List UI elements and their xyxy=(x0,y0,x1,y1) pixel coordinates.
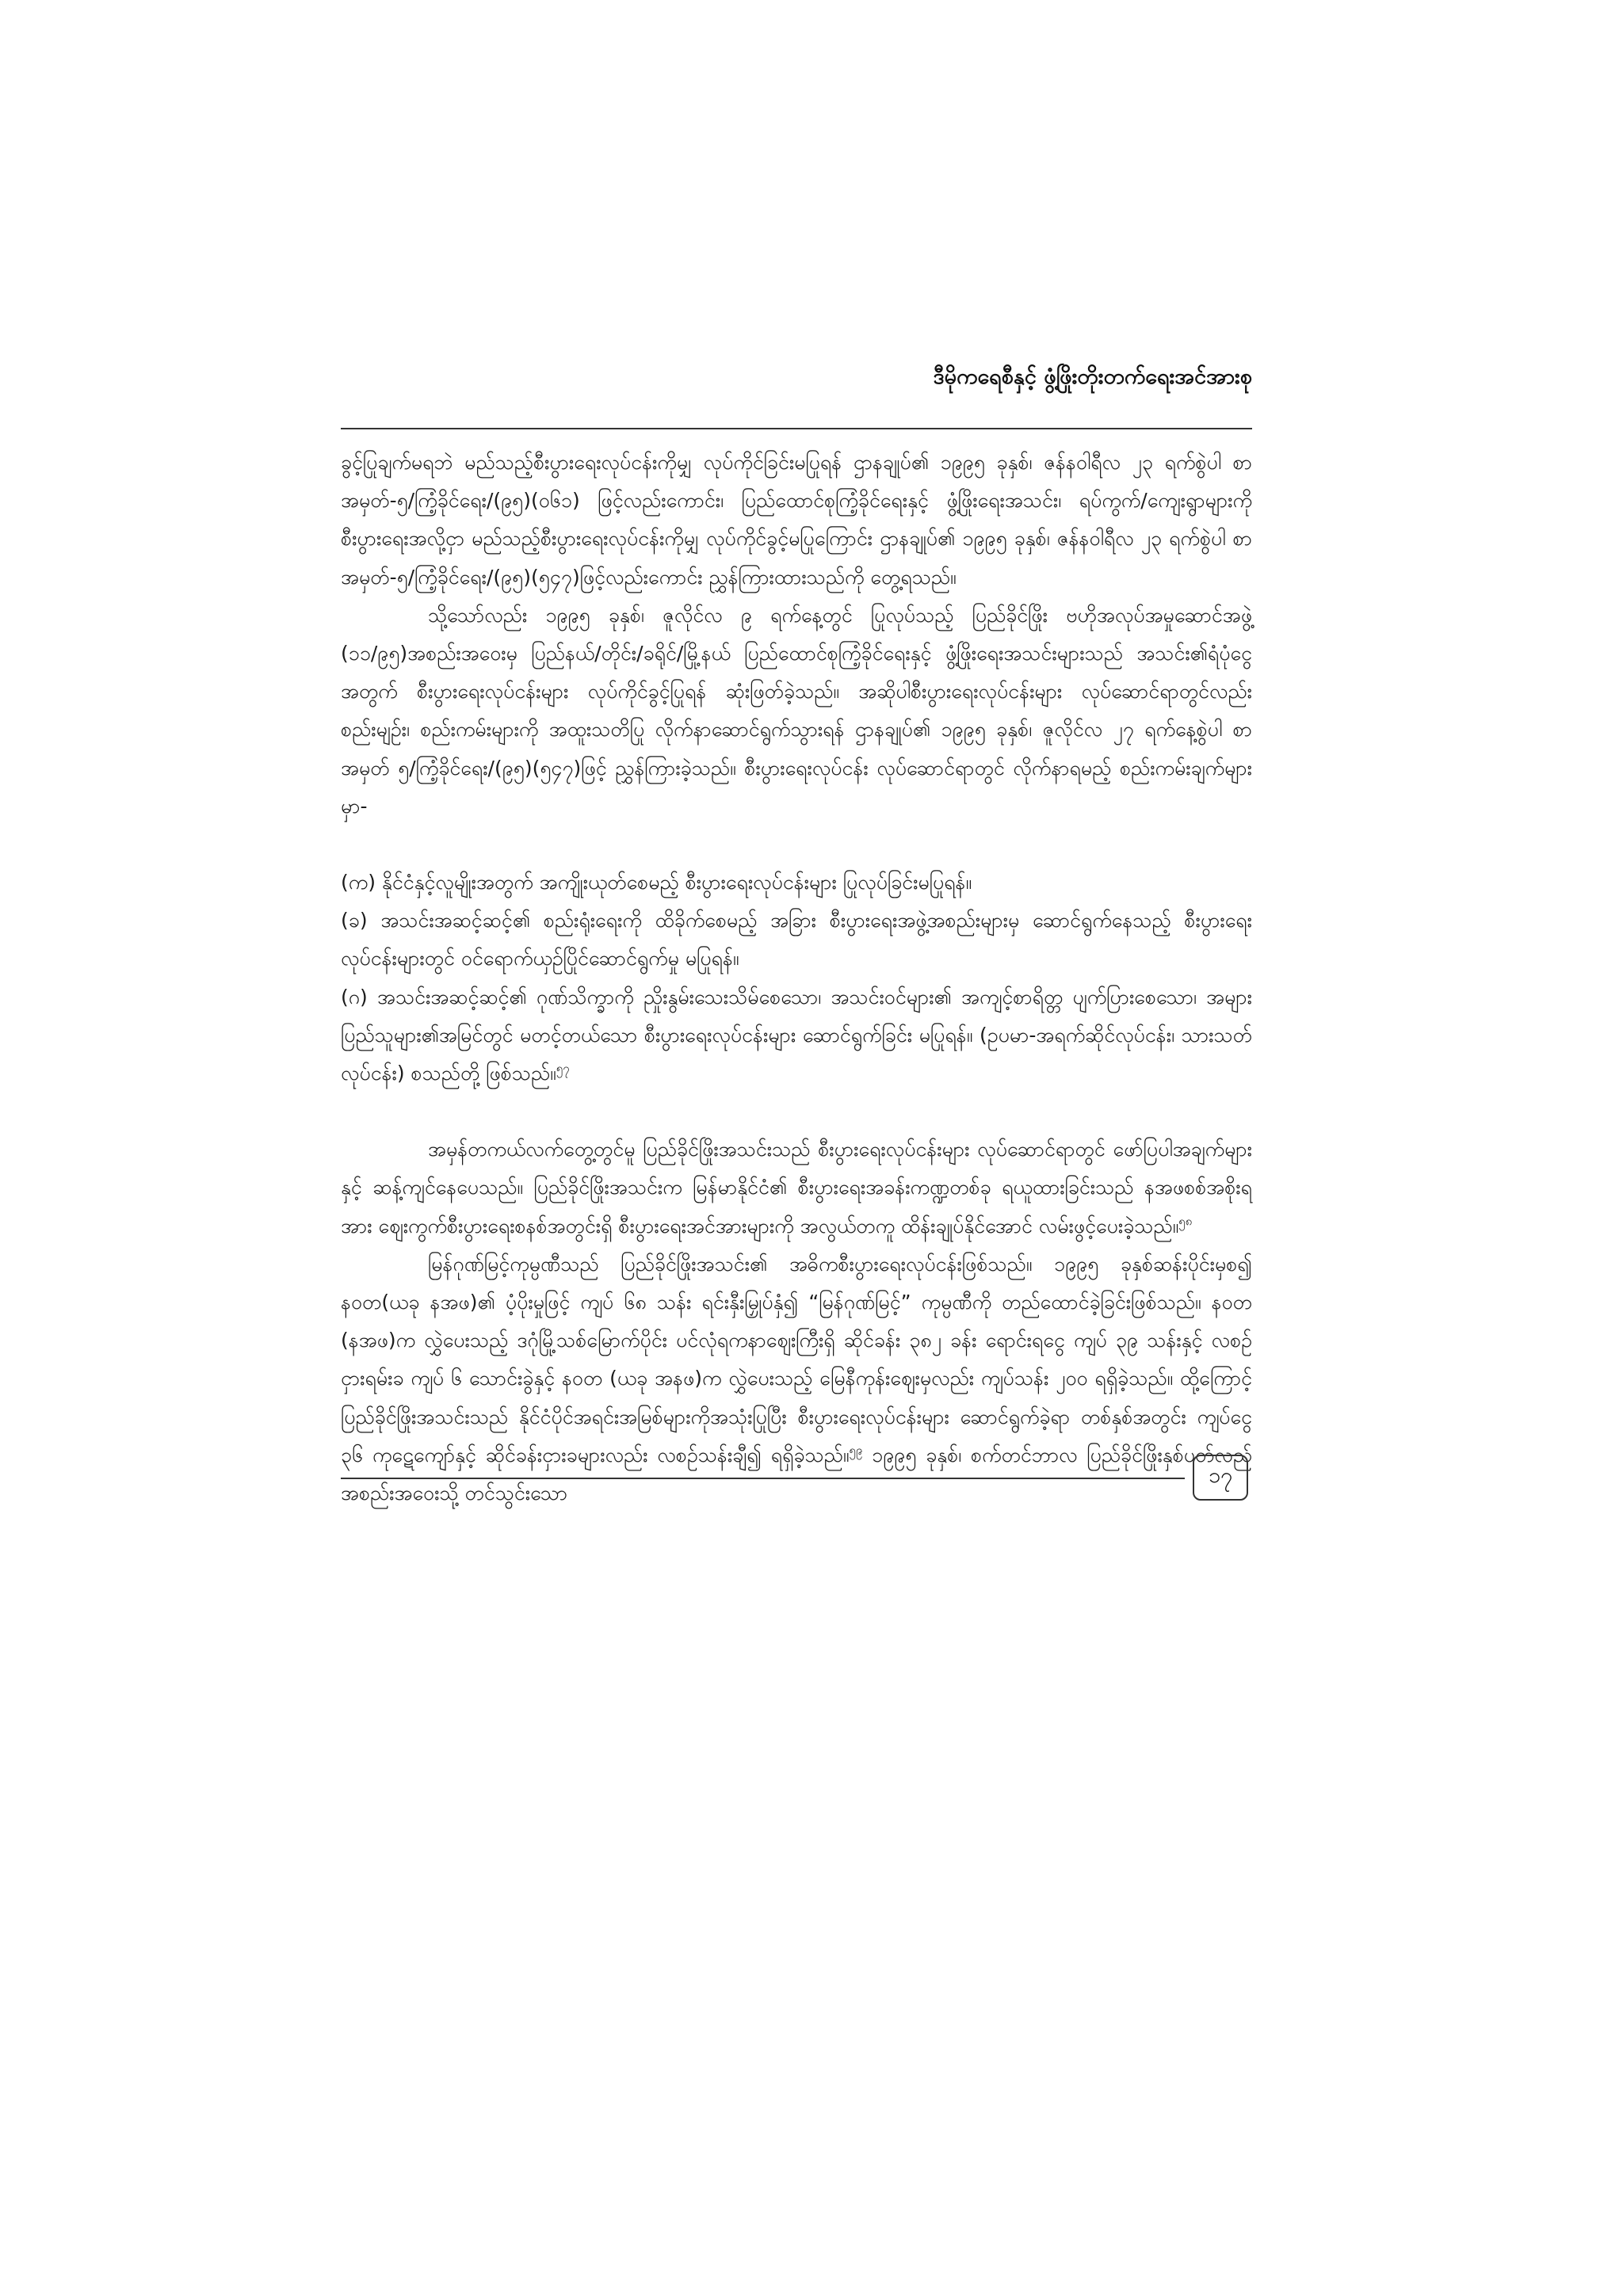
list-item: (က) နိုင်ငံနှင့်လူမျိုးအတွက် အကျိုးယုတ်စေမည့် စီးပွားရေးလုပ်ငန်းများ ပြုလုပ်ခြင်းမပြုရန်။ xyxy=(341,871,972,894)
paragraph: ခွင့်ပြုချက်မရဘဲ မည်သည့်စီးပွားရေးလုပ်ငန်းကိုမျှ လုပ်ကိုင်ခြင်းမပြုရန် ဌာနချုပ်၏ ၁၉၉၅ ခုနှစ်၊ ဇန်နဝါရီလ ၂၃ ရက်စွဲပါ စာအမှတ်-၅/ကြံ့ခိုင်ရေး/(၉၅)(၀၆၁) ဖြင့်လည်းကောင်း၊ ပြည်ထောင်စုကြံ့ခိုင်ရေးနှင့် ဖွံ့ဖြိုးရေးအသင်း၊ ရပ်ကွက်/ကျေးရွာများကို စီးပွားရေးအလို့ငှာ မည်သည့်စီးပွားရေးလုပ်ငန်းကိုမျှ လုပ်ကိုင်ခွင့်မပြုကြောင်း ဌာနချုပ်၏ ၁၉၉၅ ခုနှစ်၊ ဇန်နဝါရီလ ၂၃ ရက်စွဲပါ စာအမှတ်-၅/ကြံ့ခိုင်ရေး/(၉၅)(၅၄၇)ဖြင့်လည်းကောင်း ညွှန်ကြားထားသည်ကို တွေ့ရသည်။ xyxy=(341,451,1252,589)
list-item: (ခ) အသင်းအဆင့်ဆင့်၏ စည်းရုံးရေးကို ထိခိုက်စေမည့် အခြား စီးပွားရေးအဖွဲ့အစည်းများမှ ဆောင်ရွက်နေသည့် စီးပွားရေးလုပ်ငန်းများတွင် ဝင်ရောက်ယှဉ်ပြိုင်ဆောင်ရွက်မှု မပြုရန်။ xyxy=(341,909,1252,971)
body-text xyxy=(341,444,1252,1512)
paragraph-text: အမှန်တကယ်လက်တွေ့တွင်မူ ပြည်ခိုင်ဖြိုးအသင်းသည် စီးပွားရေးလုပ်ငန်းများ လုပ်ဆောင်ရာတွင် ဖော်ပြပါအချက်များနှင့် ဆန့်ကျင်နေပေသည်။ ပြည်ခိုင်ဖြိုးအသင်းက မြန်မာနိုင်ငံ၏ စီးပွားရေးအခန်းကဏ္ဍတစ်ခု ရယူထားခြင်းသည် နအဖစစ်အစိုးရအား ဈေးကွက်စီးပွားရေးစနစ်အတွင်းရှိ စီးပွားရေးအင်အားများကို အလွယ်တကူ ထိန်းချုပ်နိုင်အောင် လမ်းဖွင့်ပေးခဲ့သည်။ xyxy=(341,1138,1252,1238)
paragraph xyxy=(341,1245,1252,1512)
page-number: ၁၇ xyxy=(1193,1455,1248,1501)
paragraph-text: မြန်ဂုဏ်မြင့်ကုမ္ပဏီသည် ပြည်ခိုင်ဖြိုးအသင်း၏ အဓိကစီးပွားရေးလုပ်ငန်းဖြစ်သည်။ ၁၉၉၅ ခုနှစ်ဆန်းပိုင်းမှစ၍ နဝတ(ယခု နအဖ)၏ ပံ့ပိုးမှုဖြင့် ကျပ် ၆၈ သန်း ရင်းနှီးမြှုပ်နှံ၍ “မြန်ဂုဏ်မြင့်” ကုမ္ပဏီကို တည်ထောင်ခဲ့ခြင်းဖြစ်သည်။ နဝတ (နအဖ)က လွှဲပေးသည့် ဒဂုံမြို့သစ်မြောက်ပိုင်း ပင်လုံရကနာဈေးကြီးရှိ ဆိုင်ခန်း ၃၈၂ ခန်း ရောင်းရငွေ ကျပ် ၃၉ သန်းနှင့် လစဉ်ငှားရမ်းခ ကျပ် ၆ သောင်းခွဲနှင့် နဝတ (ယခု အနဖ)က လွှဲပေးသည့် မြေနီကုန်းဈေးမှလည်း ကျပ်သန်း ၂၀၀ ရရှိခဲ့သည်။ ထို့ကြောင့် ပြည်ခိုင်ဖြိုးအသင်းသည် နိုင်ငံပိုင်အရင်းအမြစ်များကိုအသုံးပြုပြီး စီးပွားရေးလုပ်ငန်းများ ဆောင်ရွက်ခဲ့ရာ တစ်နှစ်အတွင်း ကျပ်ငွေ ၃၆ ကုဋေကျော်နှင့် ဆိုင်ခန်းငှားခများလည်း လစဉ်သန်းချီ၍ ရရှိခဲ့သည်။ xyxy=(341,1252,1252,1466)
header-rule xyxy=(341,428,1252,429)
list-item-text: (ဂ) အသင်းအဆင့်ဆင့်၏ ဂုဏ်သိက္ခာကို ညှိုးနွမ်းသေးသိမ်စေသော၊ အသင်းဝင်များ၏ အကျင့်စာရိတ္တ ပျက်ပြားစေသော၊ အများပြည်သူများ၏အမြင်တွင် မတင့်တယ်သော စီးပွားရေးလုပ်ငန်းများ ဆောင်ရွက်ခြင်း မပြုရန်။ (ဥပမာ-အရက်ဆိုင်လုပ်ငန်း၊ သားသတ်လုပ်ငန်း) စသည်တို့ ဖြစ်သည်။ xyxy=(341,985,1252,1085)
running-header: ဒီမိုကရေစီနှင့် ဖွံ့ဖြိုးတိုးတက်ရေးအင်အားစု xyxy=(933,364,1252,389)
paragraph-gap xyxy=(341,826,1252,864)
paragraph-text-continued: ၁၉၉၅ ခုနှစ်၊ စက်တင်ဘာလ ပြည်ခိုင်ဖြိုးနှစ်ပတ်လည် အစည်းအဝေးသို့ တင်သွင်းသော xyxy=(341,1443,1252,1505)
footnote-marker: ၅၇ xyxy=(556,1061,570,1076)
footnote-marker: ၅၈ xyxy=(1178,1214,1193,1229)
list-item xyxy=(341,978,1252,1093)
footnote-marker: ၅၉ xyxy=(849,1443,863,1458)
paragraph xyxy=(341,1131,1252,1245)
paragraph-gap xyxy=(341,1093,1252,1131)
paragraph: သို့သော်လည်း ၁၉၉၅ ခုနှစ်၊ ဇူလိုင်လ ၉ ရက်နေ့တွင် ပြုလုပ်သည့် ပြည်ခိုင်ဖြိုး ဗဟိုအလုပ်အမှုဆောင်အဖွဲ့ (၁၁/၉၅)အစည်းအဝေးမှ ပြည်နယ်/တိုင်း/ခရိုင်/မြို့နယ် ပြည်ထောင်စုကြံ့ခိုင်ရေးနှင့် ဖွံ့ဖြိုးရေးအသင်းများသည် အသင်း၏ရံပုံငွေအတွက် စီးပွားရေးလုပ်ငန်းများ လုပ်ကိုင်ခွင့်ပြုရန် ဆုံးဖြတ်ခဲ့သည်။ အဆိုပါစီးပွားရေးလုပ်ငန်းများ လုပ်ဆောင်ရာတွင်လည်း စည်းမျဉ်း၊ စည်းကမ်းများကို အထူးသတိပြု လိုက်နာဆောင်ရွက်သွားရန် ဌာနချုပ်၏ ၁၉၉၅ ခုနှစ်၊ ဇူလိုင်လ ၂၇ ရက်နေ့စွဲပါ စာအမှတ် ၅/ကြံ့ခိုင်ရေး/(၉၅)(၅၄၇)ဖြင့် ညွှန်ကြားခဲ့သည်။ စီးပွားရေးလုပ်ငန်း လုပ်ဆောင်ရာတွင် လိုက်နာရမည့် စည်းကမ်းချက်များမှာ- xyxy=(341,603,1252,818)
footer-rule xyxy=(341,1478,1185,1479)
